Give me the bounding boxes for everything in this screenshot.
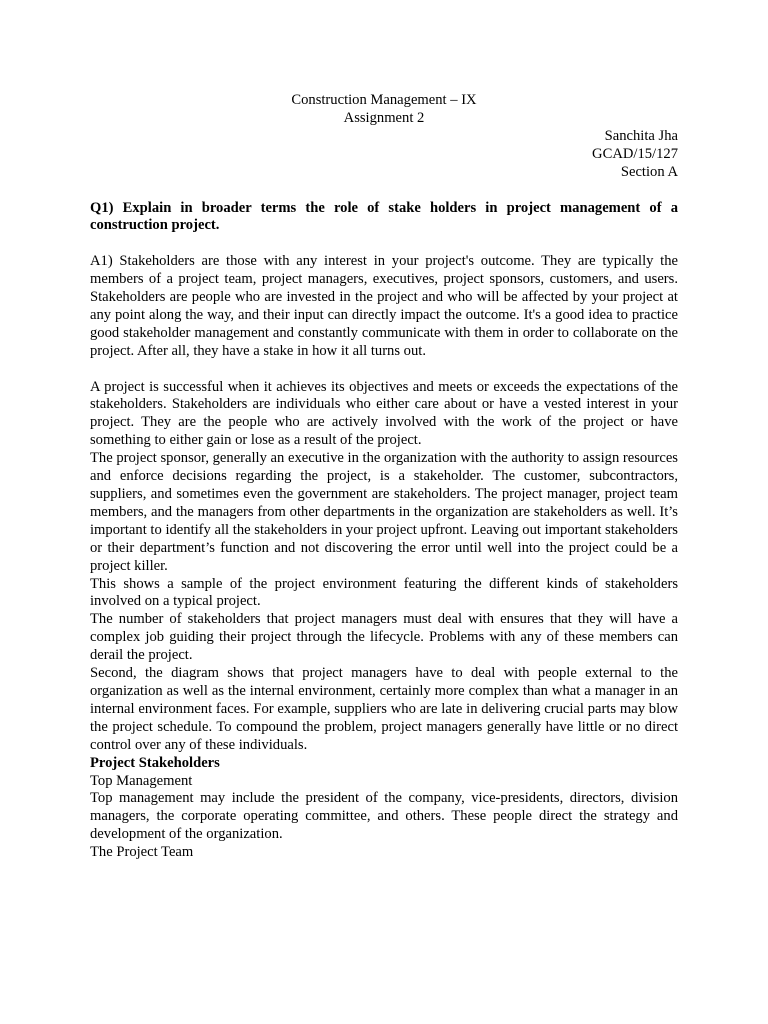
answer-paragraph-5: The number of stakeholders that project managers must deal with ensures that they will have a complex job guiding their project through the lifecycle. Problems with any of these members can derail the project. xyxy=(90,611,678,664)
answer-paragraph-3: The project sponsor, generally an executive in the organization with the authority to assign resources and enforce decisions regarding the project, is a stakeholder. The customer, subcontractors, suppliers, and sometimes even the government are stakeholders. The project manager, project team members, and the managers from other departments in the organization are stakeholders as well. It’s important to identify all the stakeholders in your project upfront. Leaving out important stakeholders or their department’s function and not discovering the error until well into the project could be a project killer. xyxy=(90,450,678,574)
assignment-title: Assignment 2 xyxy=(343,109,425,126)
answer-paragraph-1: A1) Stakeholders are those with any interest in your project's outcome. They are typically the members of a project team, project managers, executives, project sponsors, customers, and users. Stakeholders are people who are invested in the project and who will be affected by your project at any point along the way, and their input can directly impact the outcome. It's a good idea to practice good stakeholder management and constantly communicate with them in order to collaborate on the project. After all, they have a stake in how it all turns out. xyxy=(90,253,678,359)
subheading-top-management: Top Management xyxy=(90,772,193,789)
answer-paragraph-2: A project is successful when it achieves its objectives and meets or exceeds the expectations of the stakeholders. Stakeholders are individuals who either care about or have a vested interest in your project. They are the people who are actively involved with the work of the project or have something to either gain or lose as a result of the project. xyxy=(90,378,678,449)
roll-number: GCAD/15/127 xyxy=(592,145,678,162)
subheading-project-team: The Project Team xyxy=(90,844,194,861)
section-heading-project-stakeholders: Project Stakeholders xyxy=(90,754,220,771)
student-name: Sanchita Jha xyxy=(604,127,678,144)
course-title: Construction Management – IX xyxy=(291,92,477,108)
answer-paragraph-6: Second, the diagram shows that project managers have to deal with people external to the organization as well as the internal environment, certainly more complex than what a manager in an internal environment faces. For example, suppliers who are late in delivering crucial parts may blow the project schedule. To compound the problem, project managers generally have little or no direct control over any of these individuals. xyxy=(90,665,678,753)
top-management-text: Top management may include the president of the company, vice-presidents, directors, division managers, the corporate operating committee, and others. These people direct the strategy and development of the organization. xyxy=(90,790,678,843)
document-page xyxy=(90,92,678,862)
section-label: Section A xyxy=(620,163,678,180)
answer-paragraph-4: This shows a sample of the project environment featuring the different kinds of stakeholders involved on a typical project. xyxy=(90,575,678,610)
question-text: Q1) Explain in broader terms the role of stake holders in project management of a construction project. xyxy=(90,199,678,234)
